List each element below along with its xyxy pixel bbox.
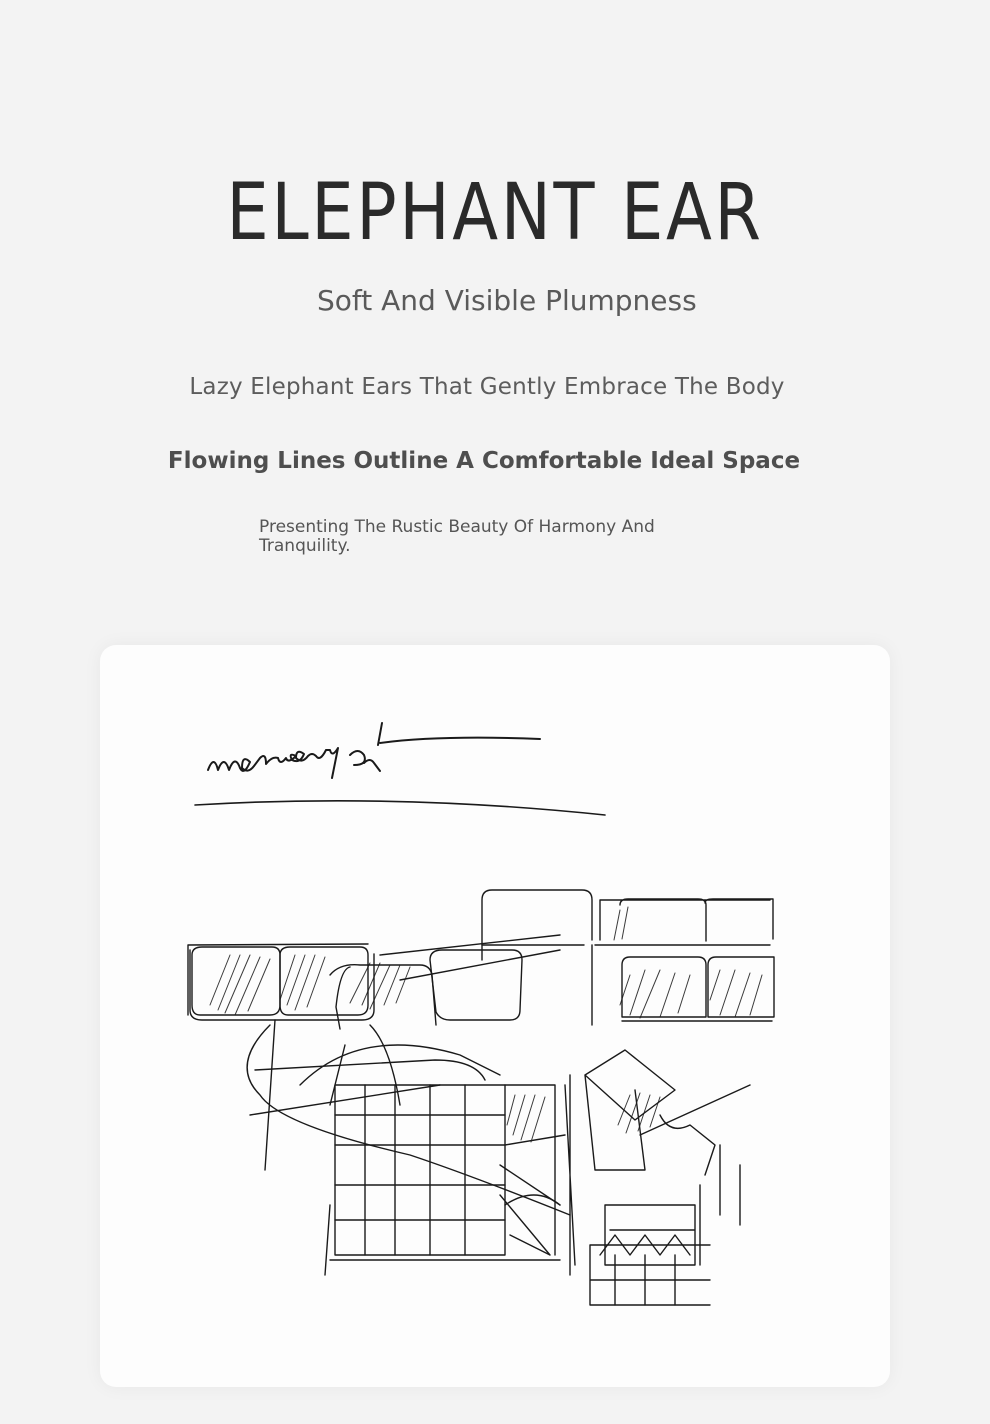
manuscript-handwriting [195, 723, 605, 815]
sketch-card [100, 645, 890, 1387]
tagline-flowing-lines: Flowing Lines Outline A Comfortable Ideal Space [167, 448, 801, 474]
tagline-elephant-ears: Lazy Elephant Ears That Gently Embrace The Body [189, 374, 785, 400]
page-title: ELEPHANT EAR [226, 168, 764, 259]
tagline-rustic-beauty: Presenting The Rustic Beauty Of Harmony And Tranquility. [259, 517, 655, 556]
subheading-soft-plumpness: Soft And Visible Plumpness [317, 284, 697, 317]
manuscript-sketch-image [100, 645, 890, 1387]
sketch-hatching [210, 907, 762, 1142]
sofa-sketch-lines [188, 890, 774, 1305]
